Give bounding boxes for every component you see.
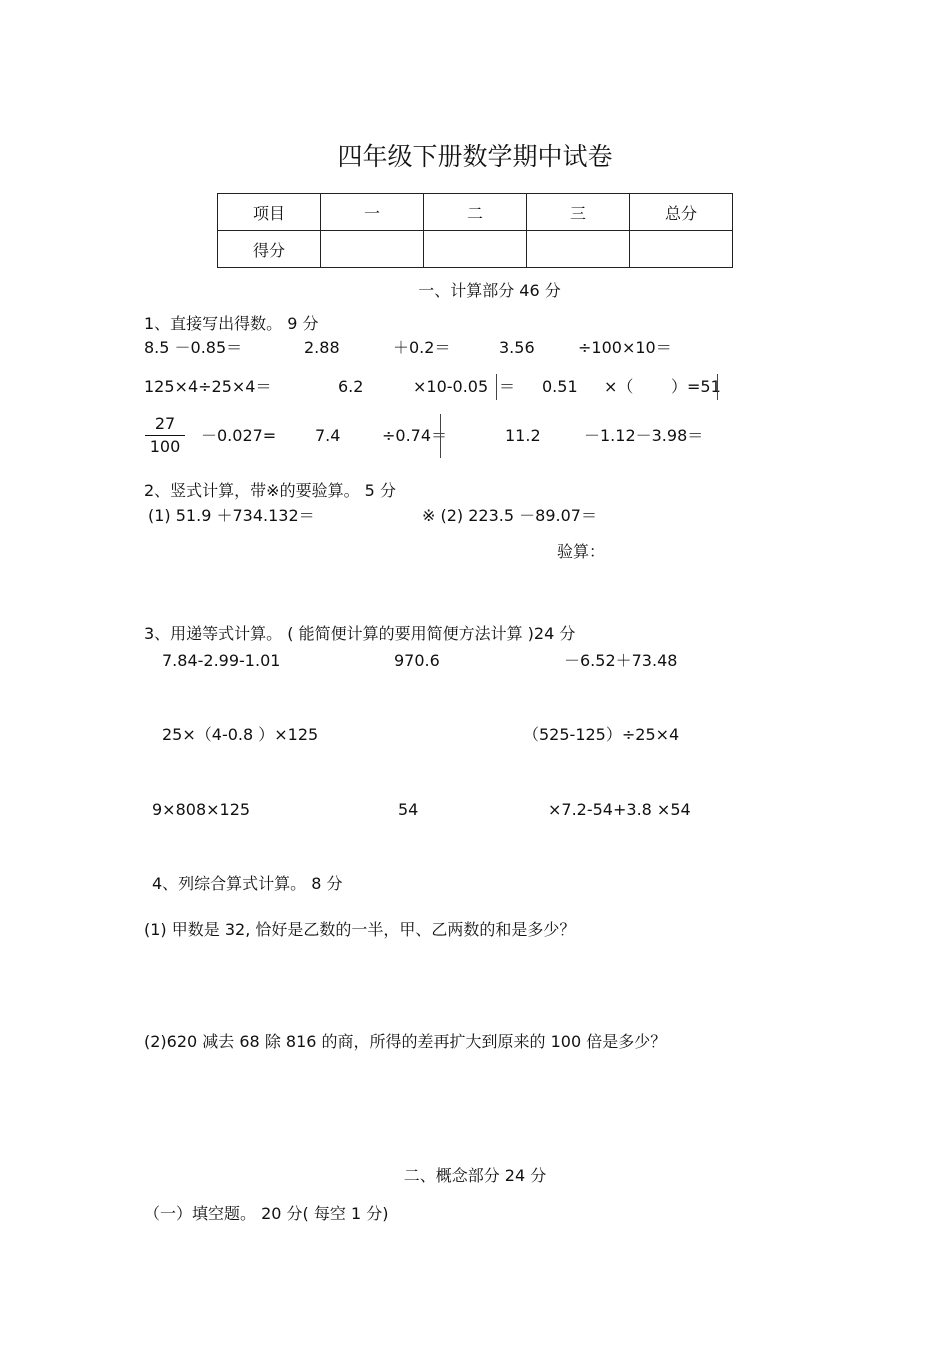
table-header-cell: 三	[527, 194, 630, 231]
q4-label: 4、列综合算式计算。 8 分	[152, 874, 343, 893]
q2-part2: ※ (2) 223.5 －89.07＝	[422, 506, 597, 525]
fraction	[145, 414, 185, 457]
q1-expr: 7.4	[315, 426, 341, 445]
table-row	[218, 231, 733, 268]
q1-expr: －1.12－3.98＝	[584, 426, 704, 445]
q1-expr: ÷0.74＝	[382, 426, 448, 445]
q1-expr: ×10-0.05	[413, 377, 489, 396]
divider	[440, 414, 441, 458]
divider	[496, 374, 497, 400]
q1-expr: 0.51	[542, 377, 578, 396]
section1-heading: 一、计算部分 46 分	[418, 281, 561, 300]
score-cell	[321, 231, 424, 268]
table-header-cell: 总分	[630, 194, 733, 231]
table-header-cell: 二	[424, 194, 527, 231]
q3-expr: ×7.2-54+3.8 ×54	[548, 800, 691, 819]
fraction-bar	[145, 435, 185, 436]
table-header-cell: 一	[321, 194, 424, 231]
q1-expr: ＋0.2＝	[393, 338, 451, 357]
q3-expr: 7.84-2.99-1.01	[162, 651, 281, 670]
q1-label: 1、直接写出得数。 9 分	[144, 314, 319, 333]
q3-expr: 9×808×125	[152, 800, 251, 819]
q2-part1: (1) 51.9 ＋734.132＝	[148, 506, 315, 525]
q1-expr: ÷100×10＝	[578, 338, 672, 357]
q3-expr: 970.6	[394, 651, 440, 670]
table-row-label: 得分	[218, 231, 321, 268]
q2-label: 2、竖式计算，带※的要验算。 5 分	[144, 481, 396, 500]
fraction-numerator: 27	[154, 414, 176, 433]
q1-expr: 3.56	[499, 338, 535, 357]
q1-expr: ＝	[499, 377, 516, 396]
q3-label: 3、用递等式计算。 ( 能简便计算的要用简便方法计算 )24 分	[144, 624, 576, 643]
q1-expr: 6.2	[338, 377, 364, 396]
divider	[717, 374, 718, 400]
q3-expr: －6.52＋73.48	[564, 651, 678, 670]
fill-blank-label: （一）填空题。 20 分( 每空 1 分)	[144, 1204, 389, 1223]
q3-expr: 25×（4-0.8 ）×125	[162, 725, 319, 744]
page-title: 四年级下册数学期中试卷	[337, 142, 613, 171]
score-table	[217, 193, 733, 268]
table-row	[218, 194, 733, 231]
q1-expr: 2.88	[304, 338, 340, 357]
section2-heading: 二、概念部分 24 分	[403, 1166, 547, 1185]
score-cell	[630, 231, 733, 268]
table-header-cell: 项目	[218, 194, 321, 231]
score-cell	[527, 231, 630, 268]
q3-expr: 54	[398, 800, 419, 819]
fraction-denominator: 100	[149, 437, 181, 456]
q4-part2: (2)620 减去 68 除 816 的商，所得的差再扩大到原来的 100 倍是多少？	[144, 1032, 667, 1051]
score-cell	[424, 231, 527, 268]
q1-expr: ）=51	[671, 377, 721, 396]
q2-check: 验算：	[557, 542, 606, 561]
q1-expr: 11.2	[505, 426, 541, 445]
q1-expr: 125×4÷25×4＝	[144, 377, 272, 396]
q1-expr: －0.027=	[201, 426, 277, 445]
q1-expr: 8.5 －0.85＝	[144, 338, 243, 357]
q3-expr: （525-125）÷25×4	[523, 725, 680, 744]
q4-part1: (1) 甲数是 32, 恰好是乙数的一半，甲、乙两数的和是多少？	[144, 920, 576, 939]
q1-expr: ×（	[604, 377, 634, 396]
